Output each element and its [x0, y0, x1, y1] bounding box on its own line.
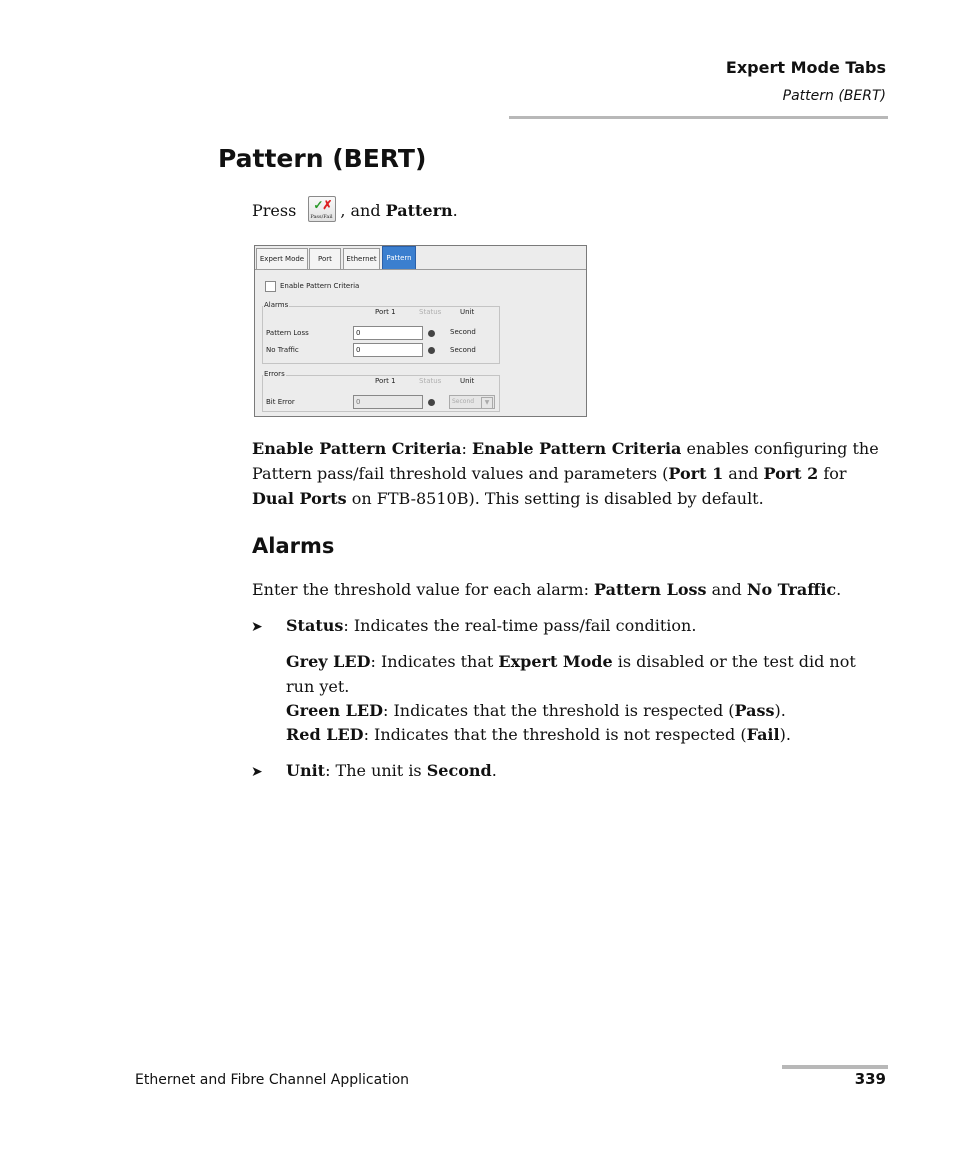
- pass-fail-icon-label: Pass/Fail: [310, 214, 333, 220]
- tab-pattern[interactable]: Pattern: [382, 246, 416, 269]
- unit-text-1: : The unit is: [325, 761, 427, 780]
- enable-pattern-criteria-checkbox[interactable]: [265, 281, 276, 292]
- enable-text-5: on FTB-8510B). This setting is disabled by default.: [346, 489, 764, 508]
- unit-term: Unit: [286, 761, 326, 780]
- tab-ethernet[interactable]: Ethernet: [343, 248, 380, 269]
- no-traffic-status-led: [428, 347, 435, 354]
- status-term: Status: [286, 616, 344, 635]
- alarms-col-port: Port 1: [375, 308, 396, 316]
- press-instruction: [252, 196, 458, 222]
- running-header-subtitle: Pattern (BERT): [782, 88, 886, 104]
- pass-fail-icon: ✓ ✗ Pass/Fail: [308, 196, 336, 222]
- port2-term: Port 2: [763, 464, 819, 483]
- page-number: 339: [854, 1070, 886, 1088]
- status-item: [286, 613, 886, 638]
- red-led-item: [286, 722, 886, 747]
- tab-divider: [255, 269, 586, 270]
- alarms-intro-text-2: and: [706, 580, 747, 599]
- green-led-item: [286, 698, 886, 723]
- alarms-col-unit: Unit: [460, 308, 475, 316]
- dual-ports-term: Dual Ports: [252, 489, 347, 508]
- fail-term: Fail: [746, 725, 780, 744]
- alarms-col-status: Status: [419, 308, 442, 316]
- pattern-loss-unit: Second: [450, 328, 476, 336]
- alarms-intro: [252, 577, 892, 602]
- tab-expert-mode[interactable]: Expert Mode: [256, 248, 308, 269]
- running-header-title: Expert Mode Tabs: [725, 58, 886, 77]
- pass-term: Pass: [734, 701, 775, 720]
- tab-port[interactable]: Port: [309, 248, 341, 269]
- chevron-down-icon: ▼: [481, 397, 493, 409]
- errors-col-status: Status: [419, 377, 442, 385]
- enable-text-3: and: [723, 464, 764, 483]
- press-text-after: , and: [340, 201, 386, 220]
- header-rule: [509, 116, 888, 119]
- enable-pattern-criteria-label: Enable Pattern Criteria: [280, 282, 360, 290]
- bit-error-label: Bit Error: [266, 398, 295, 406]
- red-led-term: Red LED: [286, 725, 364, 744]
- section-heading: Pattern (BERT): [218, 144, 427, 173]
- green-led-term: Green LED: [286, 701, 383, 720]
- grey-led-term: Grey LED: [286, 652, 371, 671]
- bit-error-input[interactable]: 0: [353, 395, 423, 409]
- footer-rule: [782, 1065, 888, 1069]
- pattern-loss-status-led: [428, 330, 435, 337]
- errors-col-port: Port 1: [375, 377, 396, 385]
- bit-error-status-led: [428, 399, 435, 406]
- alarms-group-label: Alarms: [264, 301, 289, 309]
- bullet-arrow-icon: ➤: [251, 764, 263, 780]
- unit-item: [286, 758, 886, 783]
- port1-term: Port 1: [668, 464, 724, 483]
- green-text-1: : Indicates that the threshold is respected (: [382, 701, 735, 720]
- pattern-tab-screenshot: [254, 245, 587, 417]
- grey-text-1: : Indicates that: [370, 652, 499, 671]
- enable-criteria-paragraph: [252, 436, 892, 511]
- press-pattern-bold: Pattern: [385, 201, 453, 220]
- errors-col-unit: Unit: [460, 377, 475, 385]
- no-traffic-term: No Traffic: [746, 580, 837, 599]
- alarms-heading: Alarms: [252, 534, 335, 558]
- no-traffic-label: No Traffic: [266, 346, 299, 354]
- red-text-1: : Indicates that the threshold is not respected (: [363, 725, 747, 744]
- enable-text-1: :: [461, 439, 472, 458]
- expert-mode-term: Expert Mode: [498, 652, 613, 671]
- bit-error-unit-value: Second: [452, 398, 475, 405]
- pattern-loss-label: Pattern Loss: [266, 329, 309, 337]
- enable-text-4: for: [818, 464, 847, 483]
- bit-error-unit-select[interactable]: [449, 395, 495, 409]
- grey-text-2: is disabled or the test did not run yet.: [286, 652, 856, 696]
- no-traffic-input[interactable]: 0: [353, 343, 423, 357]
- pattern-loss-input[interactable]: 0: [353, 326, 423, 340]
- green-text-2: ).: [774, 701, 786, 720]
- alarms-intro-text-1: Enter the threshold value for each alarm:: [252, 580, 595, 599]
- footer-title: Ethernet and Fibre Channel Application: [135, 1072, 410, 1088]
- press-text-end: .: [452, 201, 458, 220]
- errors-group-label: Errors: [264, 370, 285, 378]
- pattern-loss-term: Pattern Loss: [594, 580, 707, 599]
- enable-term-2: Enable Pattern Criteria: [471, 439, 682, 458]
- enable-text-2: enables configuring the Pattern pass/fail threshold values and parameters (: [252, 439, 879, 483]
- press-text: Press: [252, 201, 297, 220]
- no-traffic-unit: Second: [450, 346, 476, 354]
- bullet-arrow-icon: ➤: [251, 619, 263, 635]
- grey-led-item: [286, 649, 886, 699]
- alarms-intro-text-3: .: [836, 580, 842, 599]
- enable-term: Enable Pattern Criteria: [252, 439, 462, 458]
- red-text-2: ).: [779, 725, 791, 744]
- second-term: Second: [426, 761, 492, 780]
- unit-text-2: .: [491, 761, 497, 780]
- status-text: : Indicates the real-time pass/fail condition.: [343, 616, 697, 635]
